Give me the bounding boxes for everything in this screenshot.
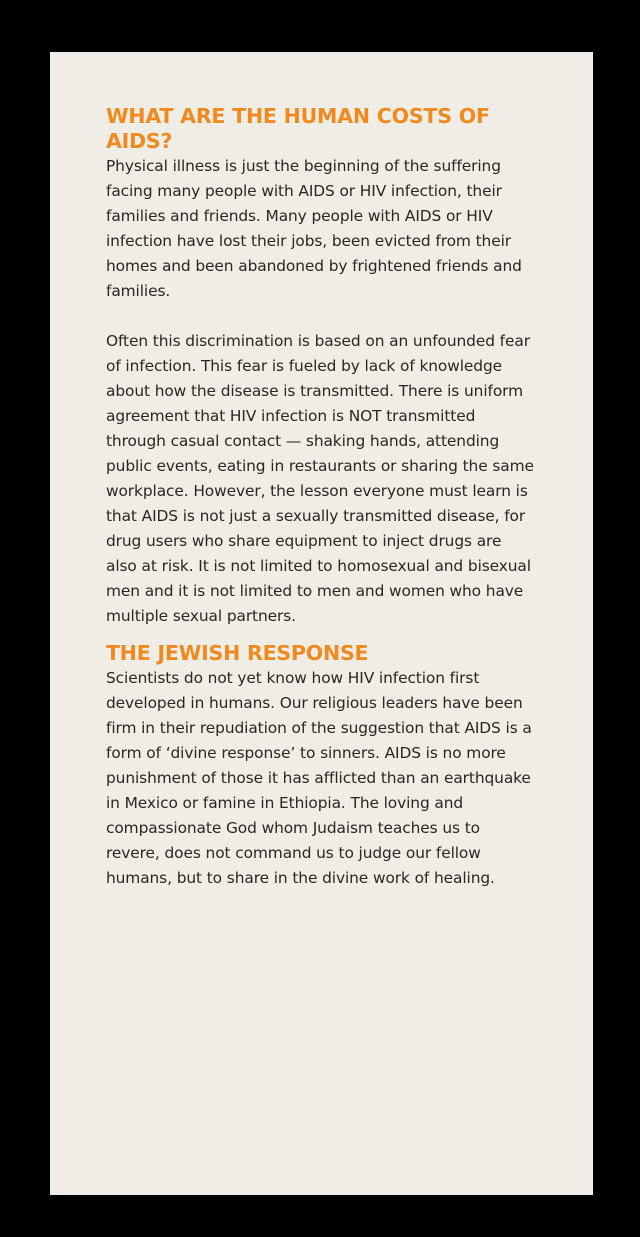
- paragraph-physical-illness: Physical illness is just the beginning of the suffering facing many people with AIDS or HIV infection, their families and friends. Many people with AIDS or HIV infection have lost their jobs, been evicted from their homes and been abandoned by frightened friends and families.: [106, 157, 522, 300]
- leaflet-page: [50, 52, 593, 1195]
- section-spacer: [106, 629, 536, 641]
- paragraph-jewish-response: Scientists do not yet know how HIV infection first developed in humans. Our religious leaders have been firm in their repudiation of the suggestion that AIDS is a form of ‘divine response’ to sinners. AIDS is no more punishment of those it has afflicted than an earthquake in Mexico or famine in Ethiopia. The loving and compassionate God whom Judaism teaches us to revere, does not command us to judge our fellow humans, but to share in the divine work of healing.: [106, 669, 532, 887]
- paragraph-spacer: [106, 304, 536, 329]
- paragraph-discrimination: Often this discrimination is based on an unfounded fear of infection. This fear is fueled by lack of knowledge about how the disease is transmitted. There is uniform agreement that HIV infection is NOT transmitted through casual contact — shaking hands, attending public events, eating in restaurants or sharing the same workplace. However, the lesson everyone must learn is that AIDS is not just a sexually transmitted disease, for drug users who share equipment to inject drugs are also at risk. It is not limited to homosexual and bisexual men and it is not limited to men and women who have multiple sexual partners.: [106, 332, 534, 625]
- section-heading-human-costs: WHAT ARE THE HUMAN COSTS OF AIDS?: [106, 104, 490, 153]
- page-content: [106, 104, 536, 891]
- section-heading-jewish-response: THE JEWISH RESPONSE: [106, 641, 369, 665]
